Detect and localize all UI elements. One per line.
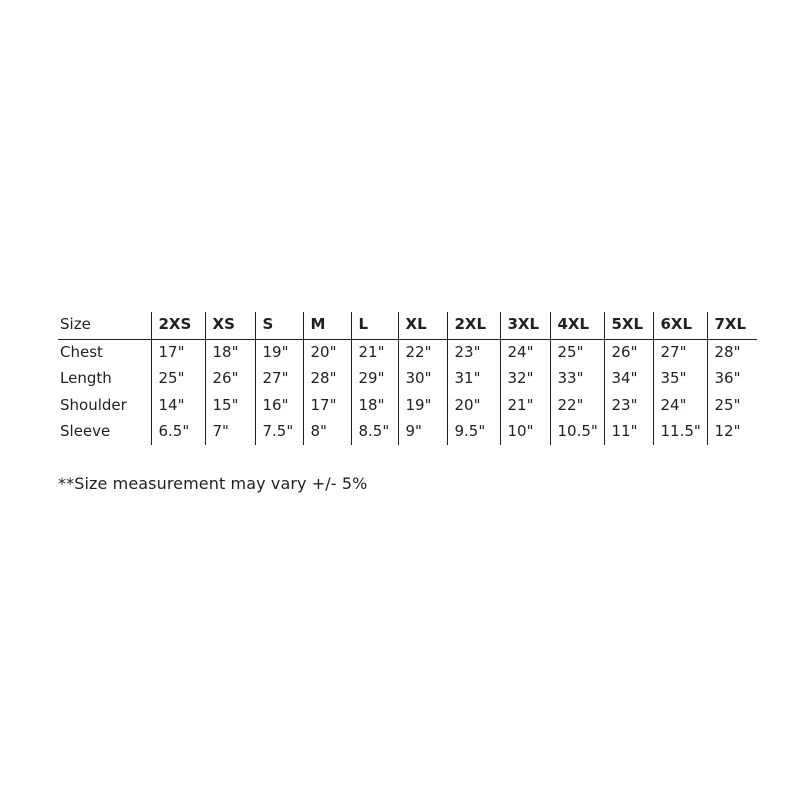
table-header-row xyxy=(58,312,757,340)
cell-sleeve-2xs: 6.5" xyxy=(151,419,205,445)
column-header-xs: XS xyxy=(205,312,255,340)
row-label-chest: Chest xyxy=(60,343,103,362)
cell-chest-l: 21" xyxy=(351,340,398,367)
row-label-shoulder: Shoulder xyxy=(60,395,127,414)
cell-shoulder-6xl: 24" xyxy=(653,393,707,419)
cell-sleeve-5xl: 11" xyxy=(604,419,653,445)
column-header-5xl: 5XL xyxy=(604,312,653,340)
cell-shoulder-7xl: 25" xyxy=(707,393,757,419)
cell-sleeve-xl: 9" xyxy=(398,419,447,445)
column-header-2xs: 2XS xyxy=(151,312,205,340)
cell-shoulder-xl: 19" xyxy=(398,393,447,419)
cell-length-xs: 26" xyxy=(205,366,255,392)
cell-chest-5xl: 26" xyxy=(604,340,653,367)
cell-sleeve-m: 8" xyxy=(303,419,351,445)
column-header-6xl: 6XL xyxy=(653,312,707,340)
column-header-7xl: 7XL xyxy=(707,312,757,340)
cell-sleeve-3xl: 10" xyxy=(500,419,550,445)
cell-shoulder-l: 18" xyxy=(351,393,398,419)
cell-length-7xl: 36" xyxy=(707,366,757,392)
table-row xyxy=(58,419,757,445)
cell-shoulder-5xl: 23" xyxy=(604,393,653,419)
table-row xyxy=(58,340,757,367)
cell-sleeve-2xl: 9.5" xyxy=(447,419,500,445)
cell-length-2xs: 25" xyxy=(151,366,205,392)
cell-sleeve-7xl: 12" xyxy=(707,419,757,445)
cell-length-2xl: 31" xyxy=(447,366,500,392)
cell-length-l: 29" xyxy=(351,366,398,392)
cell-length-s: 27" xyxy=(255,366,303,392)
cell-length-m: 28" xyxy=(303,366,351,392)
cell-chest-2xs: 17" xyxy=(151,340,205,367)
cell-length-4xl: 33" xyxy=(550,366,604,392)
cell-length-6xl: 35" xyxy=(653,366,707,392)
cell-shoulder-4xl: 22" xyxy=(550,393,604,419)
row-label-length: Length xyxy=(60,369,112,388)
measurement-disclaimer: **Size measurement may vary +/- 5% xyxy=(58,474,368,493)
cell-sleeve-l: 8.5" xyxy=(351,419,398,445)
cell-shoulder-m: 17" xyxy=(303,393,351,419)
cell-length-xl: 30" xyxy=(398,366,447,392)
cell-length-5xl: 34" xyxy=(604,366,653,392)
cell-chest-m: 20" xyxy=(303,340,351,367)
table-row xyxy=(58,393,757,419)
cell-shoulder-s: 16" xyxy=(255,393,303,419)
column-header-3xl: 3XL xyxy=(500,312,550,340)
cell-sleeve-4xl: 10.5" xyxy=(550,419,604,445)
size-chart-container xyxy=(58,312,747,445)
cell-chest-2xl: 23" xyxy=(447,340,500,367)
cell-chest-3xl: 24" xyxy=(500,340,550,367)
row-label-sleeve: Sleeve xyxy=(60,421,111,440)
header-corner-label: Size xyxy=(58,312,151,340)
column-header-m: M xyxy=(303,312,351,340)
column-header-4xl: 4XL xyxy=(550,312,604,340)
cell-chest-s: 19" xyxy=(255,340,303,367)
cell-chest-6xl: 27" xyxy=(653,340,707,367)
cell-chest-7xl: 28" xyxy=(707,340,757,367)
cell-shoulder-3xl: 21" xyxy=(500,393,550,419)
cell-sleeve-xs: 7" xyxy=(205,419,255,445)
size-chart-table xyxy=(58,312,757,445)
cell-shoulder-xs: 15" xyxy=(205,393,255,419)
cell-length-3xl: 32" xyxy=(500,366,550,392)
cell-sleeve-6xl: 11.5" xyxy=(653,419,707,445)
cell-sleeve-s: 7.5" xyxy=(255,419,303,445)
table-row xyxy=(58,366,757,392)
column-header-l: L xyxy=(351,312,398,340)
cell-chest-xl: 22" xyxy=(398,340,447,367)
cell-shoulder-2xl: 20" xyxy=(447,393,500,419)
column-header-s: S xyxy=(255,312,303,340)
cell-chest-4xl: 25" xyxy=(550,340,604,367)
column-header-xl: XL xyxy=(398,312,447,340)
cell-shoulder-2xs: 14" xyxy=(151,393,205,419)
column-header-2xl: 2XL xyxy=(447,312,500,340)
cell-chest-xs: 18" xyxy=(205,340,255,367)
